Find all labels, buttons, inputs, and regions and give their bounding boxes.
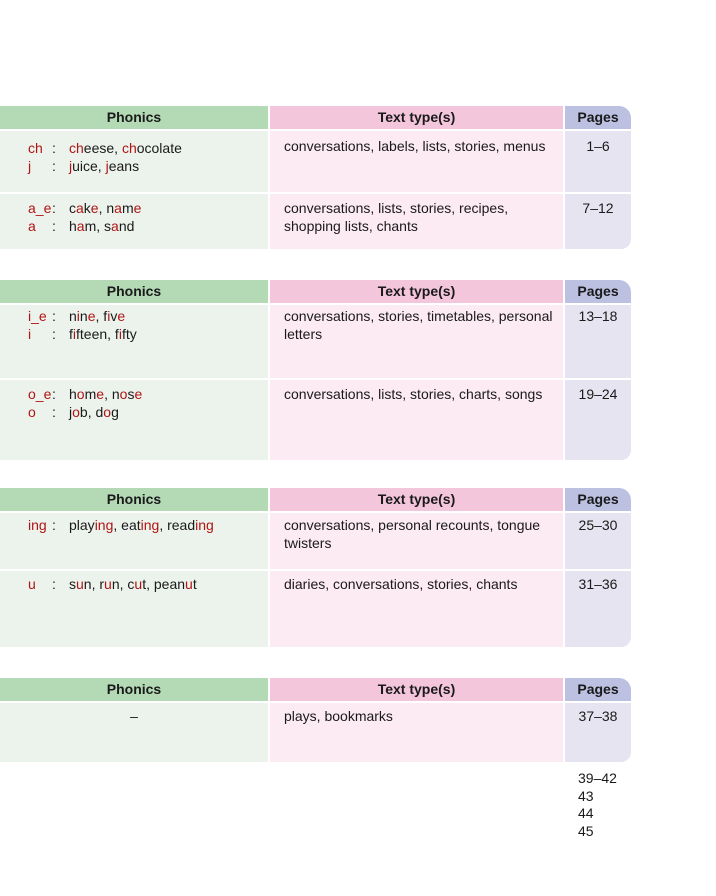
phonics-examples: cheese, chocolate	[69, 140, 182, 156]
header-pages: Pages	[565, 678, 631, 701]
header-pages: Pages	[565, 106, 631, 129]
header-text-types: Text type(s)	[270, 488, 563, 511]
phonics-dash: –	[130, 708, 138, 724]
extra-page-item: 44	[578, 805, 594, 821]
table-unit-3	[0, 488, 631, 647]
extra-pages-list	[578, 770, 617, 840]
pages-cell: 1–6	[565, 131, 631, 192]
header-pages: Pages	[565, 488, 631, 511]
phonics-examples: job, dog	[69, 404, 119, 420]
phonics-line: i : fifteen, fifty	[28, 326, 137, 342]
phonics-cell	[0, 131, 268, 192]
extra-page-item: 43	[578, 787, 594, 804]
table-unit-4	[0, 678, 631, 762]
text-types-cell: conversations, lists, stories, recipes, shopping lists, chants	[270, 194, 563, 249]
phonics-cell	[0, 380, 268, 460]
phonics-line: ing : playing, eating, reading	[28, 517, 214, 533]
phonics-cell	[0, 703, 268, 762]
phonics-line: i_e : nine, five	[28, 308, 126, 324]
phonics-examples: home, nose	[69, 386, 143, 402]
phonics-cell	[0, 305, 268, 378]
pages-cell: 7–12	[565, 194, 631, 249]
header-text-types: Text type(s)	[270, 678, 563, 701]
header-phonics: Phonics	[0, 280, 268, 303]
phonics-line: j : juice, jeans	[28, 158, 140, 174]
header-text-types: Text type(s)	[270, 106, 563, 129]
phonics-line: a_e: cake, name	[28, 200, 142, 216]
pages-cell: 19–24	[565, 380, 631, 460]
header-phonics: Phonics	[0, 106, 268, 129]
phonics-examples: sun, run, cut, peanut	[69, 576, 197, 592]
text-types-cell: conversations, stories, timetables, personal letters	[270, 305, 563, 378]
phonics-examples: juice, jeans	[69, 158, 140, 174]
phonics-cell	[0, 194, 268, 249]
phonics-line: a : ham, sand	[28, 218, 135, 234]
phonics-cell	[0, 513, 268, 569]
header-phonics: Phonics	[0, 488, 268, 511]
phonics-line: u : sun, run, cut, peanut	[28, 576, 197, 592]
phonics-examples: nine, five	[69, 308, 126, 324]
text-types-cell: conversations, personal recounts, tongue twisters	[270, 513, 563, 569]
text-types-cell: conversations, labels, lists, stories, menus	[270, 131, 563, 192]
phonics-examples: fifteen, fifty	[69, 326, 137, 342]
header-pages: Pages	[565, 280, 631, 303]
pages-cell: 31–36	[565, 571, 631, 647]
text-types-cell: diaries, conversations, stories, chants	[270, 571, 563, 647]
phonics-line: o : job, dog	[28, 404, 119, 420]
text-types-cell: conversations, lists, stories, charts, songs	[270, 380, 563, 460]
pages-cell: 37–38	[565, 703, 631, 762]
phonics-examples: playing, eating, reading	[69, 517, 214, 533]
table-unit-2	[0, 280, 631, 460]
text-types-cell: plays, bookmarks	[270, 703, 563, 762]
phonics-line: ch : cheese, chocolate	[28, 140, 182, 156]
phonics-line: o_e: home, nose	[28, 386, 143, 402]
header-text-types: Text type(s)	[270, 280, 563, 303]
header-phonics: Phonics	[0, 678, 268, 701]
extra-page-item: 39–42	[578, 770, 617, 786]
phonics-cell	[0, 571, 268, 647]
phonics-examples: ham, sand	[69, 218, 135, 234]
phonics-examples: cake, name	[69, 200, 142, 216]
pages-cell: 13–18	[565, 305, 631, 378]
extra-page-item: 45	[578, 822, 594, 839]
pages-cell: 25–30	[565, 513, 631, 569]
table-unit-1	[0, 106, 631, 249]
